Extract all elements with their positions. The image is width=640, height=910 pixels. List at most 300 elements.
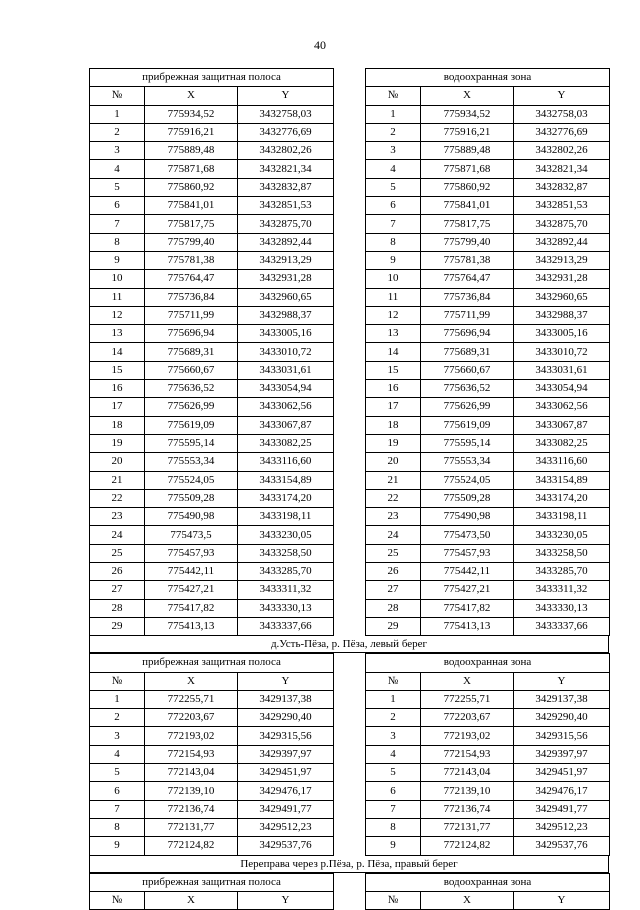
column-header-number: № [90,672,145,690]
x-coordinate: 775934,52 [145,105,238,123]
table-pair [89,68,609,636]
table-row [366,416,610,434]
point-number: 5 [366,178,421,196]
point-number: 17 [366,398,421,416]
point-number: 23 [90,508,145,526]
table-row [90,215,334,233]
table-row [90,453,334,471]
x-coordinate: 775473,5 [145,526,238,544]
x-coordinate: 775626,99 [145,398,238,416]
x-coordinate: 775889,48 [145,142,238,160]
table-row [366,288,610,306]
point-number: 19 [90,434,145,452]
table-row [90,727,334,745]
x-coordinate: 772124,82 [421,837,514,855]
column-header-number: № [366,672,421,690]
table-row [90,160,334,178]
y-coordinate: 3432776,69 [514,123,610,141]
x-coordinate: 775871,68 [421,160,514,178]
table-row [90,306,334,324]
point-number: 2 [90,123,145,141]
x-coordinate: 775689,31 [145,343,238,361]
column-header-row [90,672,334,690]
table-row [90,178,334,196]
y-coordinate: 3429137,38 [514,690,610,708]
table-row [366,434,610,452]
column-header-x: X [421,891,514,909]
point-number: 3 [90,142,145,160]
point-number: 12 [90,306,145,324]
point-number: 29 [90,617,145,635]
table-row [90,325,334,343]
column-header-y: Y [514,891,610,909]
x-coordinate: 775799,40 [421,233,514,251]
y-coordinate: 3433054,94 [514,380,610,398]
point-number: 1 [366,690,421,708]
y-coordinate: 3433154,89 [514,471,610,489]
column-header-x: X [421,87,514,105]
table-row [90,617,334,635]
y-coordinate: 3432758,03 [238,105,334,123]
table-row [366,361,610,379]
column-header-row [90,891,334,909]
point-number: 3 [366,727,421,745]
coastal-strip-table [89,653,334,855]
point-number: 2 [90,709,145,727]
point-number: 20 [366,453,421,471]
x-coordinate: 775934,52 [421,105,514,123]
point-number: 7 [366,215,421,233]
point-number: 1 [366,105,421,123]
table-row [90,251,334,269]
point-number: 6 [366,197,421,215]
column-header-number: № [90,87,145,105]
x-coordinate: 772136,74 [145,800,238,818]
point-number: 17 [90,398,145,416]
point-number: 9 [366,251,421,269]
coastal-strip-header: прибрежная защитная полоса [90,654,334,672]
point-number: 6 [90,782,145,800]
x-coordinate: 775595,14 [421,434,514,452]
table-row [366,233,610,251]
point-number: 25 [90,544,145,562]
y-coordinate: 3429491,77 [238,800,334,818]
point-number: 18 [366,416,421,434]
point-number: 11 [90,288,145,306]
point-number: 29 [366,617,421,635]
y-coordinate: 3433311,32 [514,581,610,599]
y-coordinate: 3429397,97 [238,745,334,763]
y-coordinate: 3433010,72 [238,343,334,361]
point-number: 16 [366,380,421,398]
table-row [90,818,334,836]
y-coordinate: 3433005,16 [514,325,610,343]
table-row [90,123,334,141]
water-protection-zone-header: водоохранная зона [366,873,610,891]
y-coordinate: 3433067,87 [238,416,334,434]
table-row [366,544,610,562]
y-coordinate: 3432960,65 [514,288,610,306]
y-coordinate: 3432892,44 [238,233,334,251]
coastal-strip-header: прибрежная защитная полоса [90,873,334,891]
x-coordinate: 775524,05 [145,471,238,489]
table-row [366,142,610,160]
y-coordinate: 3429451,97 [514,764,610,782]
y-coordinate: 3432875,70 [514,215,610,233]
y-coordinate: 3432851,53 [514,197,610,215]
x-coordinate: 775595,14 [145,434,238,452]
y-coordinate: 3433154,89 [238,471,334,489]
table-row [90,471,334,489]
table-row [366,782,610,800]
table-row [366,508,610,526]
table-row [90,270,334,288]
y-coordinate: 3432832,87 [238,178,334,196]
table-row [90,745,334,763]
point-number: 8 [90,818,145,836]
point-number: 18 [90,416,145,434]
point-number: 4 [90,745,145,763]
column-header-number: № [366,87,421,105]
table-row [366,526,610,544]
table-row [90,197,334,215]
point-number: 15 [366,361,421,379]
x-coordinate: 772131,77 [421,818,514,836]
point-number: 25 [366,544,421,562]
point-number: 26 [366,563,421,581]
table-row [366,343,610,361]
table-row [366,215,610,233]
x-coordinate: 775626,99 [421,398,514,416]
table-row [366,764,610,782]
column-header-row [366,87,610,105]
y-coordinate: 3433330,13 [514,599,610,617]
point-number: 8 [366,818,421,836]
table-row [90,142,334,160]
x-coordinate: 775817,75 [145,215,238,233]
point-number: 19 [366,434,421,452]
table-row [366,325,610,343]
y-coordinate: 3429290,40 [238,709,334,727]
table-row [90,508,334,526]
table-row [90,837,334,855]
point-number: 21 [366,471,421,489]
point-number: 5 [90,178,145,196]
y-coordinate: 3429491,77 [514,800,610,818]
point-number: 23 [366,508,421,526]
x-coordinate: 775711,99 [421,306,514,324]
x-coordinate: 775473,50 [421,526,514,544]
point-number: 24 [90,526,145,544]
x-coordinate: 772255,71 [145,690,238,708]
table-row [366,563,610,581]
y-coordinate: 3433031,61 [238,361,334,379]
point-number: 5 [90,764,145,782]
coastal-strip-header: прибрежная защитная полоса [90,69,334,87]
y-coordinate: 3433082,25 [238,434,334,452]
point-number: 9 [90,251,145,269]
x-coordinate: 775916,21 [145,123,238,141]
table-row [90,581,334,599]
table-row [366,837,610,855]
table-row [366,617,610,635]
x-coordinate: 772139,10 [145,782,238,800]
x-coordinate: 772203,67 [421,709,514,727]
y-coordinate: 3429537,76 [514,837,610,855]
table-row [90,800,334,818]
water-protection-zone-table [365,68,610,636]
x-coordinate: 775711,99 [145,306,238,324]
table-row [90,361,334,379]
table-pair [89,873,609,910]
y-coordinate: 3433031,61 [514,361,610,379]
table-row [366,178,610,196]
y-coordinate: 3432960,65 [238,288,334,306]
point-number: 7 [90,800,145,818]
x-coordinate: 772139,10 [421,782,514,800]
table-row [90,782,334,800]
x-coordinate: 775457,93 [145,544,238,562]
x-coordinate: 775696,94 [145,325,238,343]
table-row [366,727,610,745]
x-coordinate: 775689,31 [421,343,514,361]
x-coordinate: 775417,82 [421,599,514,617]
y-coordinate: 3433285,70 [514,563,610,581]
point-number: 6 [366,782,421,800]
table-row [366,818,610,836]
table-row [366,251,610,269]
point-number: 13 [366,325,421,343]
y-coordinate: 3433337,66 [238,617,334,635]
table-row [366,599,610,617]
table-row [366,270,610,288]
water-protection-zone-header: водоохранная зона [366,654,610,672]
x-coordinate: 772193,02 [145,727,238,745]
y-coordinate: 3433116,60 [238,453,334,471]
x-coordinate: 775841,01 [421,197,514,215]
y-coordinate: 3433010,72 [514,343,610,361]
y-coordinate: 3433198,11 [514,508,610,526]
point-number: 2 [366,709,421,727]
point-number: 3 [366,142,421,160]
column-header-number: № [90,891,145,909]
y-coordinate: 3429451,97 [238,764,334,782]
y-coordinate: 3429315,56 [514,727,610,745]
column-header-y: Y [238,891,334,909]
table-row [90,764,334,782]
x-coordinate: 775817,75 [421,215,514,233]
y-coordinate: 3433337,66 [514,617,610,635]
x-coordinate: 775660,67 [421,361,514,379]
coastal-strip-table [89,68,334,636]
column-header-x: X [145,891,238,909]
coastal-strip-table [89,873,334,910]
x-coordinate: 775413,13 [145,617,238,635]
y-coordinate: 3429512,23 [514,818,610,836]
x-coordinate: 775889,48 [421,142,514,160]
x-coordinate: 772154,93 [145,745,238,763]
y-coordinate: 3433054,94 [238,380,334,398]
point-number: 24 [366,526,421,544]
table-row [366,489,610,507]
point-number: 4 [366,745,421,763]
point-number: 4 [90,160,145,178]
column-header-y: Y [238,87,334,105]
point-number: 27 [90,581,145,599]
table-row [366,690,610,708]
y-coordinate: 3432913,29 [238,251,334,269]
table-row [366,197,610,215]
table-row [366,380,610,398]
table-row [90,398,334,416]
x-coordinate: 772255,71 [421,690,514,708]
column-header-x: X [145,87,238,105]
point-number: 3 [90,727,145,745]
y-coordinate: 3429315,56 [238,727,334,745]
y-coordinate: 3432988,37 [238,306,334,324]
point-number: 27 [366,581,421,599]
x-coordinate: 772143,04 [145,764,238,782]
point-number: 6 [90,197,145,215]
table-row [90,380,334,398]
y-coordinate: 3432875,70 [238,215,334,233]
y-coordinate: 3429512,23 [238,818,334,836]
table-row [90,343,334,361]
point-number: 2 [366,123,421,141]
table-row [90,105,334,123]
column-header-row [366,672,610,690]
table-row [366,306,610,324]
column-header-number: № [366,891,421,909]
x-coordinate: 772203,67 [145,709,238,727]
table-row [366,581,610,599]
y-coordinate: 3433062,56 [238,398,334,416]
x-coordinate: 775841,01 [145,197,238,215]
y-coordinate: 3432776,69 [238,123,334,141]
table-row [366,160,610,178]
y-coordinate: 3433174,20 [514,489,610,507]
x-coordinate: 775509,28 [145,489,238,507]
point-number: 26 [90,563,145,581]
x-coordinate: 772193,02 [421,727,514,745]
point-number: 16 [90,380,145,398]
point-number: 20 [90,453,145,471]
y-coordinate: 3433285,70 [238,563,334,581]
point-number: 8 [366,233,421,251]
table-row [90,416,334,434]
x-coordinate: 775660,67 [145,361,238,379]
table-row [366,105,610,123]
x-coordinate: 775427,21 [145,581,238,599]
y-coordinate: 3433198,11 [238,508,334,526]
table-row [90,544,334,562]
x-coordinate: 775553,34 [421,453,514,471]
point-number: 9 [366,837,421,855]
y-coordinate: 3429537,76 [238,837,334,855]
table-row [90,434,334,452]
column-header-y: Y [514,672,610,690]
section-title: д.Усть-Пёза, р. Пёза, левый берег [89,636,609,653]
x-coordinate: 775799,40 [145,233,238,251]
y-coordinate: 3433230,05 [514,526,610,544]
x-coordinate: 775442,11 [421,563,514,581]
y-coordinate: 3433258,50 [238,544,334,562]
x-coordinate: 775524,05 [421,471,514,489]
table-row [90,709,334,727]
x-coordinate: 775871,68 [145,160,238,178]
water-protection-zone-table [365,653,610,855]
x-coordinate: 775860,92 [145,178,238,196]
point-number: 12 [366,306,421,324]
table-row [366,800,610,818]
column-header-x: X [145,672,238,690]
x-coordinate: 775764,47 [145,270,238,288]
table-row [90,526,334,544]
table-row [366,453,610,471]
x-coordinate: 772143,04 [421,764,514,782]
point-number: 4 [366,160,421,178]
x-coordinate: 775860,92 [421,178,514,196]
x-coordinate: 772136,74 [421,800,514,818]
x-coordinate: 775553,34 [145,453,238,471]
table-row [90,233,334,251]
column-header-row [90,87,334,105]
table-row [90,489,334,507]
x-coordinate: 772131,77 [145,818,238,836]
y-coordinate: 3433258,50 [514,544,610,562]
water-protection-zone-header: водоохранная зона [366,69,610,87]
coordinates-sheet [89,68,609,910]
table-pair [89,653,609,855]
point-number: 10 [90,270,145,288]
column-header-y: Y [238,672,334,690]
x-coordinate: 772124,82 [145,837,238,855]
point-number: 28 [90,599,145,617]
point-number: 10 [366,270,421,288]
table-row [366,709,610,727]
column-header-x: X [421,672,514,690]
x-coordinate: 775509,28 [421,489,514,507]
water-protection-zone-table [365,873,610,910]
column-header-y: Y [514,87,610,105]
y-coordinate: 3429137,38 [238,690,334,708]
y-coordinate: 3432931,28 [238,270,334,288]
x-coordinate: 775413,13 [421,617,514,635]
x-coordinate: 775490,98 [145,508,238,526]
point-number: 13 [90,325,145,343]
x-coordinate: 775619,09 [145,416,238,434]
y-coordinate: 3433230,05 [238,526,334,544]
point-number: 9 [90,837,145,855]
y-coordinate: 3432851,53 [238,197,334,215]
table-row [90,690,334,708]
point-number: 5 [366,764,421,782]
y-coordinate: 3432988,37 [514,306,610,324]
point-number: 14 [90,343,145,361]
table-row [90,563,334,581]
point-number: 28 [366,599,421,617]
y-coordinate: 3432931,28 [514,270,610,288]
x-coordinate: 775764,47 [421,270,514,288]
y-coordinate: 3429290,40 [514,709,610,727]
x-coordinate: 775636,52 [145,380,238,398]
x-coordinate: 775916,21 [421,123,514,141]
y-coordinate: 3433005,16 [238,325,334,343]
point-number: 8 [90,233,145,251]
y-coordinate: 3429476,17 [238,782,334,800]
y-coordinate: 3432821,34 [238,160,334,178]
point-number: 7 [90,215,145,233]
